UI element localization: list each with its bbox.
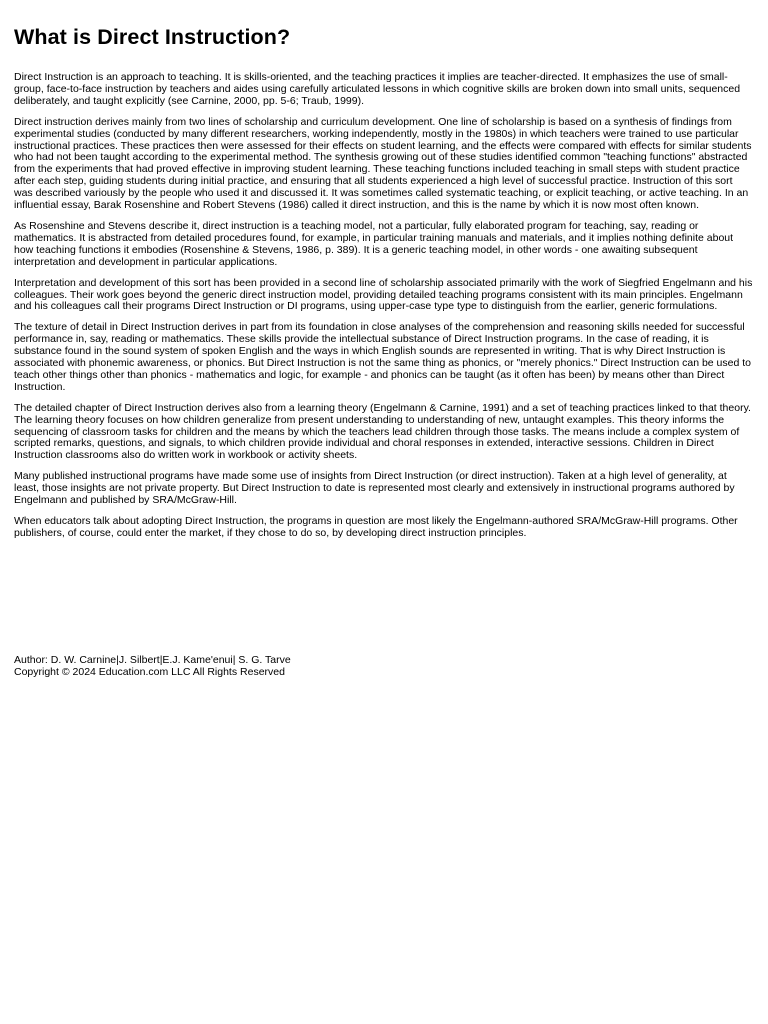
paragraph-4: Interpretation and development of this sort has been provided in a second line of scholarship associated primarily with the work of Siegfried Engelmann and his colleagues. Their work goes beyond the generic direct instruction model, providing detailed teaching programs consistent with its main principles. Engelmann and his colleagues call their programs Direct Instruction or DI programs, using upper-case type type to distinguish from the earlier, generic formulations. [14,276,753,313]
footer [14,655,754,679]
page-title: What is Direct Instruction? [14,25,291,49]
paragraph-1: Direct Instruction is an approach to teaching. It is skills-oriented, and the teaching practices it implies are teacher-directed. It emphasizes the use of small-group, face-to-face instruction by teachers and aides using carefully articulated lessons in which cognitive skills are broken down into small units, sequenced deliberately, and taught explicitly (see Carnine, 2000, pp. 5-6; Traub, 1999). [14,71,741,107]
paragraph-5: The texture of detail in Direct Instruction derives in part from its foundation in close analyses of the comprehension and reasoning skills needed for successful performance in, say, reading or mathematics. These skills provide the intellectual substance of Direct Instruction programs. In the case of reading, it is substance found in the sound system of spoken English and the ways in which English sounds are represented in writing. That is why Direct Instruction is associated with phonemic awareness, or phonics. But Direct Instruction is not the same thing as phonics, or "merely phonics." Direct Instruction can be used to teach other things other than phonics - mathematics and logic, for example - and phonics can be taught (as it often has been) by means other than Direct Instruction. [14,321,751,393]
paragraph-8: When educators talk about adopting Direct Instruction, the programs in question are most likely the Engelmann-authored SRA/McGraw-Hill programs. Other publishers, of course, could enter the market, if they chose to do so, by developing direct instruction principles. [14,515,738,539]
author-line: Author: D. W. Carnine|J. Silbert|E.J. Kame'enui| S. G. Tarve [14,654,291,666]
paragraph-6: The detailed chapter of Direct Instruction derives also from a learning theory (Engelmann & Carnine, 1991) and a set of teaching practices linked to that theory. The learning theory focuses on how children generalize from present understanding to understanding of new, untaught examples. This theory informs the sequencing of classroom tasks for children and the means by which the teachers lead children through those tasks. The means include a complex system of scripted remarks, questions, and signals, to which children provide individual and choral responses in extended, interactive sessions. Children in Direct Instruction classrooms also do written work in workbook or activity sheets. [14,401,751,462]
paragraph-3: As Rosenshine and Stevens describe it, direct instruction is a teaching model, not a particular, fully elaborated program for teaching, say, reading or mathematics. It is abstracted from detailed procedures found, for example, in particular training manuals and materials, and it implies nothing definite about how teaching functions it embodies (Rosenshine & Stevens, 1986, p. 389). It is a generic teaching model, in other words - one awaiting subsequent interpretation and development in particular applications. [14,219,734,268]
article [14,24,754,549]
paragraph-7: Many published instructional programs have made some use of insights from Direct Instruction (or direct instruction). Taken at a high level of generality, at least, those insights are not private property. But Direct Instruction to date is represented most clearly and extensively in instructional programs authored by Engelmann and published by SRA/McGraw-Hill. [14,470,735,507]
paragraph-2: Direct instruction derives mainly from two lines of scholarship and curriculum development. One line of scholarship is based on a synthesis of findings from experimental studies (conducted by many different researchers, working independently, mostly in the 1980s) in which teachers were trained to use particular instructional practices. These practices then were assessed for their effects on student learning, and the effects were compared with effects for similar students who had not been taught according to the experimental method. The synthesis growing out of these studies identified common "teaching functions" abstracted from the experiments that had proved effective in improving student learning. These teaching functions included teaching in small steps with student practice after each step, guiding students during initial practice, and ensuring that all students experienced a high level of successful practice. Instruction of this sort was described variously by the people who used it and discussed it. It was sometimes called systematic teaching, or explicit teaching, or active teaching. In an influential essay, Barak Rosenshine and Robert Stevens (1986) called it direct instruction, and this is the name by which it is now most often known. [14,115,752,212]
copyright-line: Copyright © 2024 Education.com LLC All Rights Reserved [14,665,285,678]
